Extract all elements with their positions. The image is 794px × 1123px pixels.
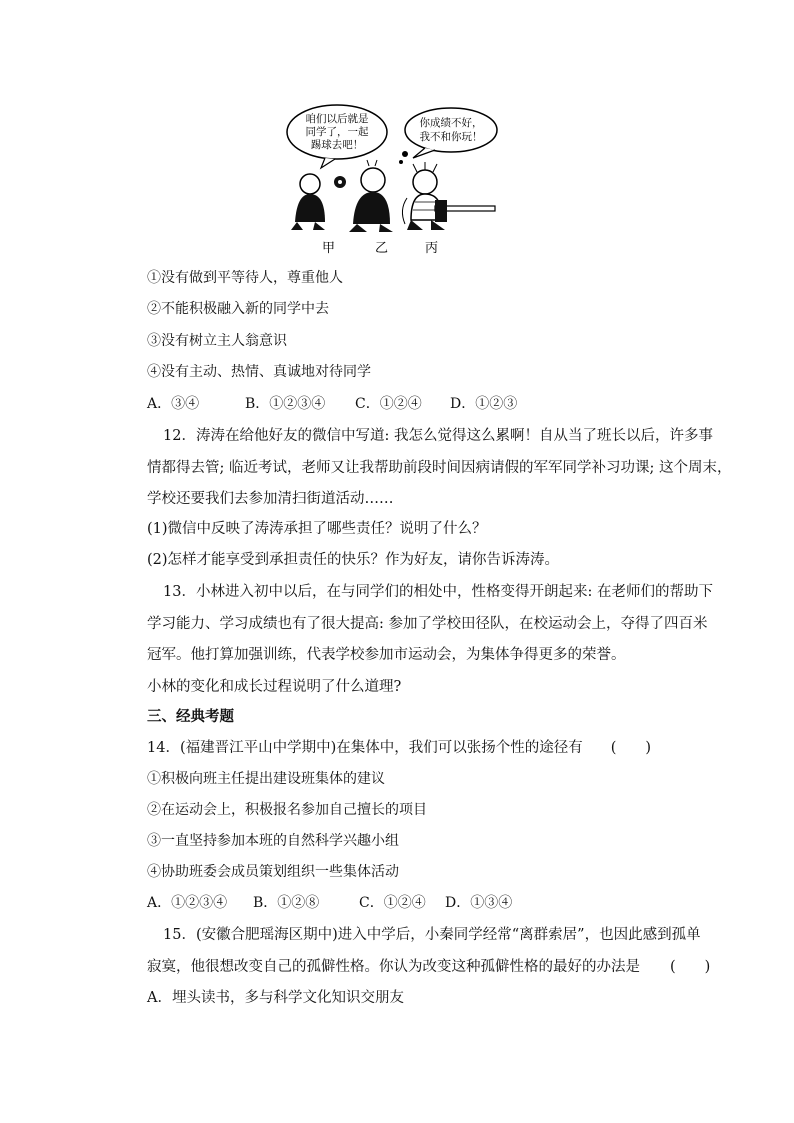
q13-line-3: 冠军。他打算加强训练，代表学校参加市运动会，为集体争得更多的荣誉。 [147,647,626,663]
q15-line-2 [147,957,710,977]
q11-option-d[interactable]: D．①②③ [450,396,518,412]
bubble-right-line-1: 你成绩不好， [419,117,483,129]
figure-bing [402,162,495,230]
cartoon-svg [285,102,510,257]
q11-statement-3: ③没有树立主人翁意识 [147,333,287,349]
q12-line-2: 情都得去管; 临近考试，老师又让我帮助前段时间因病请假的军军同学补习功课; 这个周末， [147,460,732,476]
q12-sub-1: (1)微信中反映了涛涛承担了哪些责任？说明了什么？ [147,521,487,537]
hammer-icon [435,200,447,222]
label-yi: 乙 [375,241,389,256]
q14-option-a[interactable]: A．①②③④ [147,895,228,911]
q15-line-1: 15．(安徽合肥瑶海区期中)进入中学后，小秦同学经常“离群索居”，也因此感到孤单 [163,927,701,943]
figure-jia [291,174,325,230]
bubble-left-line-1: 咱们以后就是 [305,113,369,125]
q14-options [147,893,512,913]
q11-option-c[interactable]: C．①②④ [355,396,422,412]
q13-question: 小林的变化和成长过程说明了什么道理? [147,679,402,695]
q11-options [147,394,517,414]
q14-stem [147,738,651,758]
q13-line-2: 学习能力、学习成绩也有了很大提高: 参加了学校田径队，在校运动会上，夺得了四百米 [147,616,708,632]
cartoon-illustration [285,102,510,257]
q15-option-a[interactable]: A．埋头读书，多与科学文化知识交朋友 [147,990,404,1006]
label-jia: 甲 [322,241,336,256]
speech-bubble-right [405,108,497,152]
q13-line-1: 13．小林进入初中以后，在与同学们的相处中，性格变得开朗起来: 在老师们的帮助下 [163,584,713,600]
bubble-left-line-3: 踢球去吧！ [310,139,364,151]
q15-line-2-text: 寂寞，他很想改变自己的孤僻性格。你认为改变这种孤僻性格的最好的办法是 [147,959,640,975]
q12-line-1: 12．涛涛在给他好友的微信中写道: 我怎么觉得这么累啊！自从当了班长以后，许多事 [163,428,713,444]
q14-statement-3: ③一直坚持参加本班的自然科学兴趣小组 [147,833,399,849]
label-bing: 丙 [425,241,439,256]
q14-option-c[interactable]: C．①②④ [359,895,426,911]
q11-option-b[interactable]: B．①②③④ [245,396,326,412]
q14-option-d[interactable]: D．①③④ [445,895,513,911]
q12-line-3: 学校还要我们去参加清扫街道活动…… [147,491,394,507]
bubble-left-line-2: 同学了，一起 [305,126,369,138]
q11-statement-4: ④没有主动、热情、真诚地对待同学 [147,364,371,380]
q14-answer-paren: ( ) [610,740,652,756]
q15-answer-paren: ( ) [670,959,711,975]
q14-statement-1: ①积极向班主任提出建设班集体的建议 [147,771,385,787]
q11-option-a[interactable]: A．③④ [147,396,200,412]
q14-statement-4: ④协助班委会成员策划组织一些集体活动 [147,864,399,880]
q11-statement-2: ②不能积极融入新的同学中去 [147,301,329,317]
bubble-right-line-2: 我不和你玩！ [419,131,483,143]
q11-statement-1: ①没有做到平等待人，尊重他人 [147,270,343,286]
q14-stem-text: 14．(福建晋江平山中学期中)在集体中，我们可以张扬个性的途径有 [147,740,583,756]
section-heading: 三、经典考题 [147,708,234,725]
q14-statement-2: ②在运动会上，积极报名参加自己擅长的项目 [147,802,427,818]
figure-yi [349,160,393,232]
q14-option-b[interactable]: B．①②⑧ [253,895,320,911]
q12-sub-2: (2)怎样才能享受到承担责任的快乐？作为好友，请你告诉涛涛。 [147,552,560,568]
